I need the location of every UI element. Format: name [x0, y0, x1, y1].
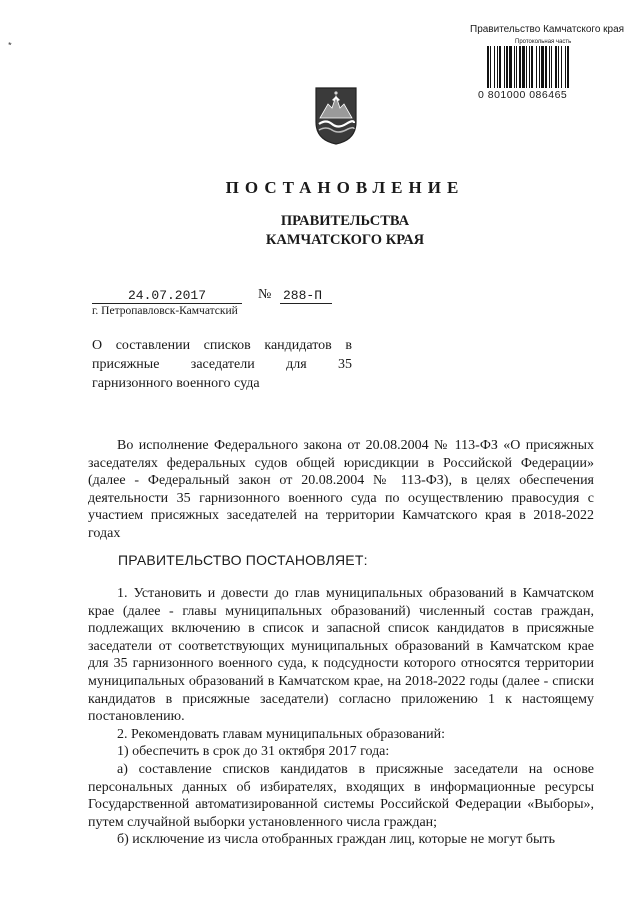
- date-underline: [92, 303, 242, 304]
- document-city: г. Петропавловск-Камчатский: [92, 305, 238, 317]
- document-date: 24.07.2017: [128, 288, 207, 303]
- document-title: ПОСТАНОВЛЕНИЕ: [225, 178, 465, 197]
- intro-paragraph: [88, 437, 594, 543]
- document-topic: О составлении списков кандидатов в присяжные заседатели для 35 гарнизонного военного суда: [92, 338, 352, 391]
- decree-item-2-1: 1) обеспечить в срок до 31 октября 2017 года:: [117, 744, 390, 760]
- decree-items: [88, 585, 594, 849]
- decree-item-2-1-b: б) исключение из числа отобранных граждан лиц, которые не могут быть: [117, 832, 555, 848]
- barcode-number: 0 801000 086465: [478, 89, 568, 101]
- decree-heading: ПРАВИТЕЛЬСТВО ПОСТАНОВЛЯЕТ:: [118, 552, 368, 568]
- kamchatka-coat-of-arms-icon: [314, 86, 358, 146]
- decree-item-2: 2. Рекомендовать главам муниципальных образований:: [117, 726, 446, 742]
- document-subtitle-line1: ПРАВИТЕЛЬСТВА: [280, 213, 410, 229]
- barcode-image: [487, 46, 597, 88]
- decree-item-2-1-a: а) составление списков кандидатов в присяжные заседатели на основе персональных данных об избирателях, входящих в информационные ресурсы Государственной автоматизированной системы Российской Федерации «Выборы», путем случайной выборки установленного числа граждан;: [88, 761, 594, 830]
- stamp-organization: Правительство Камчатского края: [470, 24, 625, 35]
- margin-mark: *: [6, 40, 17, 48]
- stamp-part: Протокольная часть: [515, 39, 572, 45]
- document-number: 288-П: [283, 288, 323, 303]
- intro-text: Во исполнение Федерального закона от 20.08.2004 № 113-ФЗ «О присяжных заседателях федеральных судов общей юрисдикции в Российской Федерации» (далее - Федеральный закон от 20.08.2004 № 113-ФЗ), в целях обеспечения деятельности 35 гарнизонного военного суда по осуществлению правосудия с участием присяжных заседателей на территории Камчатского края в 2018-2022 годах: [88, 438, 594, 541]
- number-sign: №: [258, 287, 272, 302]
- decree-item-1: 1. Установить и довести до глав муниципальных образований в Камчатском крае (далее - главы муниципальных образований) численный состав граждан, подлежащих включению в список и запасной список кандидатов в присяжные заседатели от соответствующих муниципальных образований в Камчатском крае для 35 гарнизонного военного суда, к подсудности которого относятся территории муниципальных образований в Камчатском крае, на 2018-2022 годы (далее - списки кандидатов в присяжные заседатели) согласно приложению 1 к настоящему постановлению.: [88, 586, 594, 725]
- number-underline: [280, 303, 332, 304]
- document-subtitle-line2: КАМЧАТСКОГО КРАЯ: [265, 232, 425, 248]
